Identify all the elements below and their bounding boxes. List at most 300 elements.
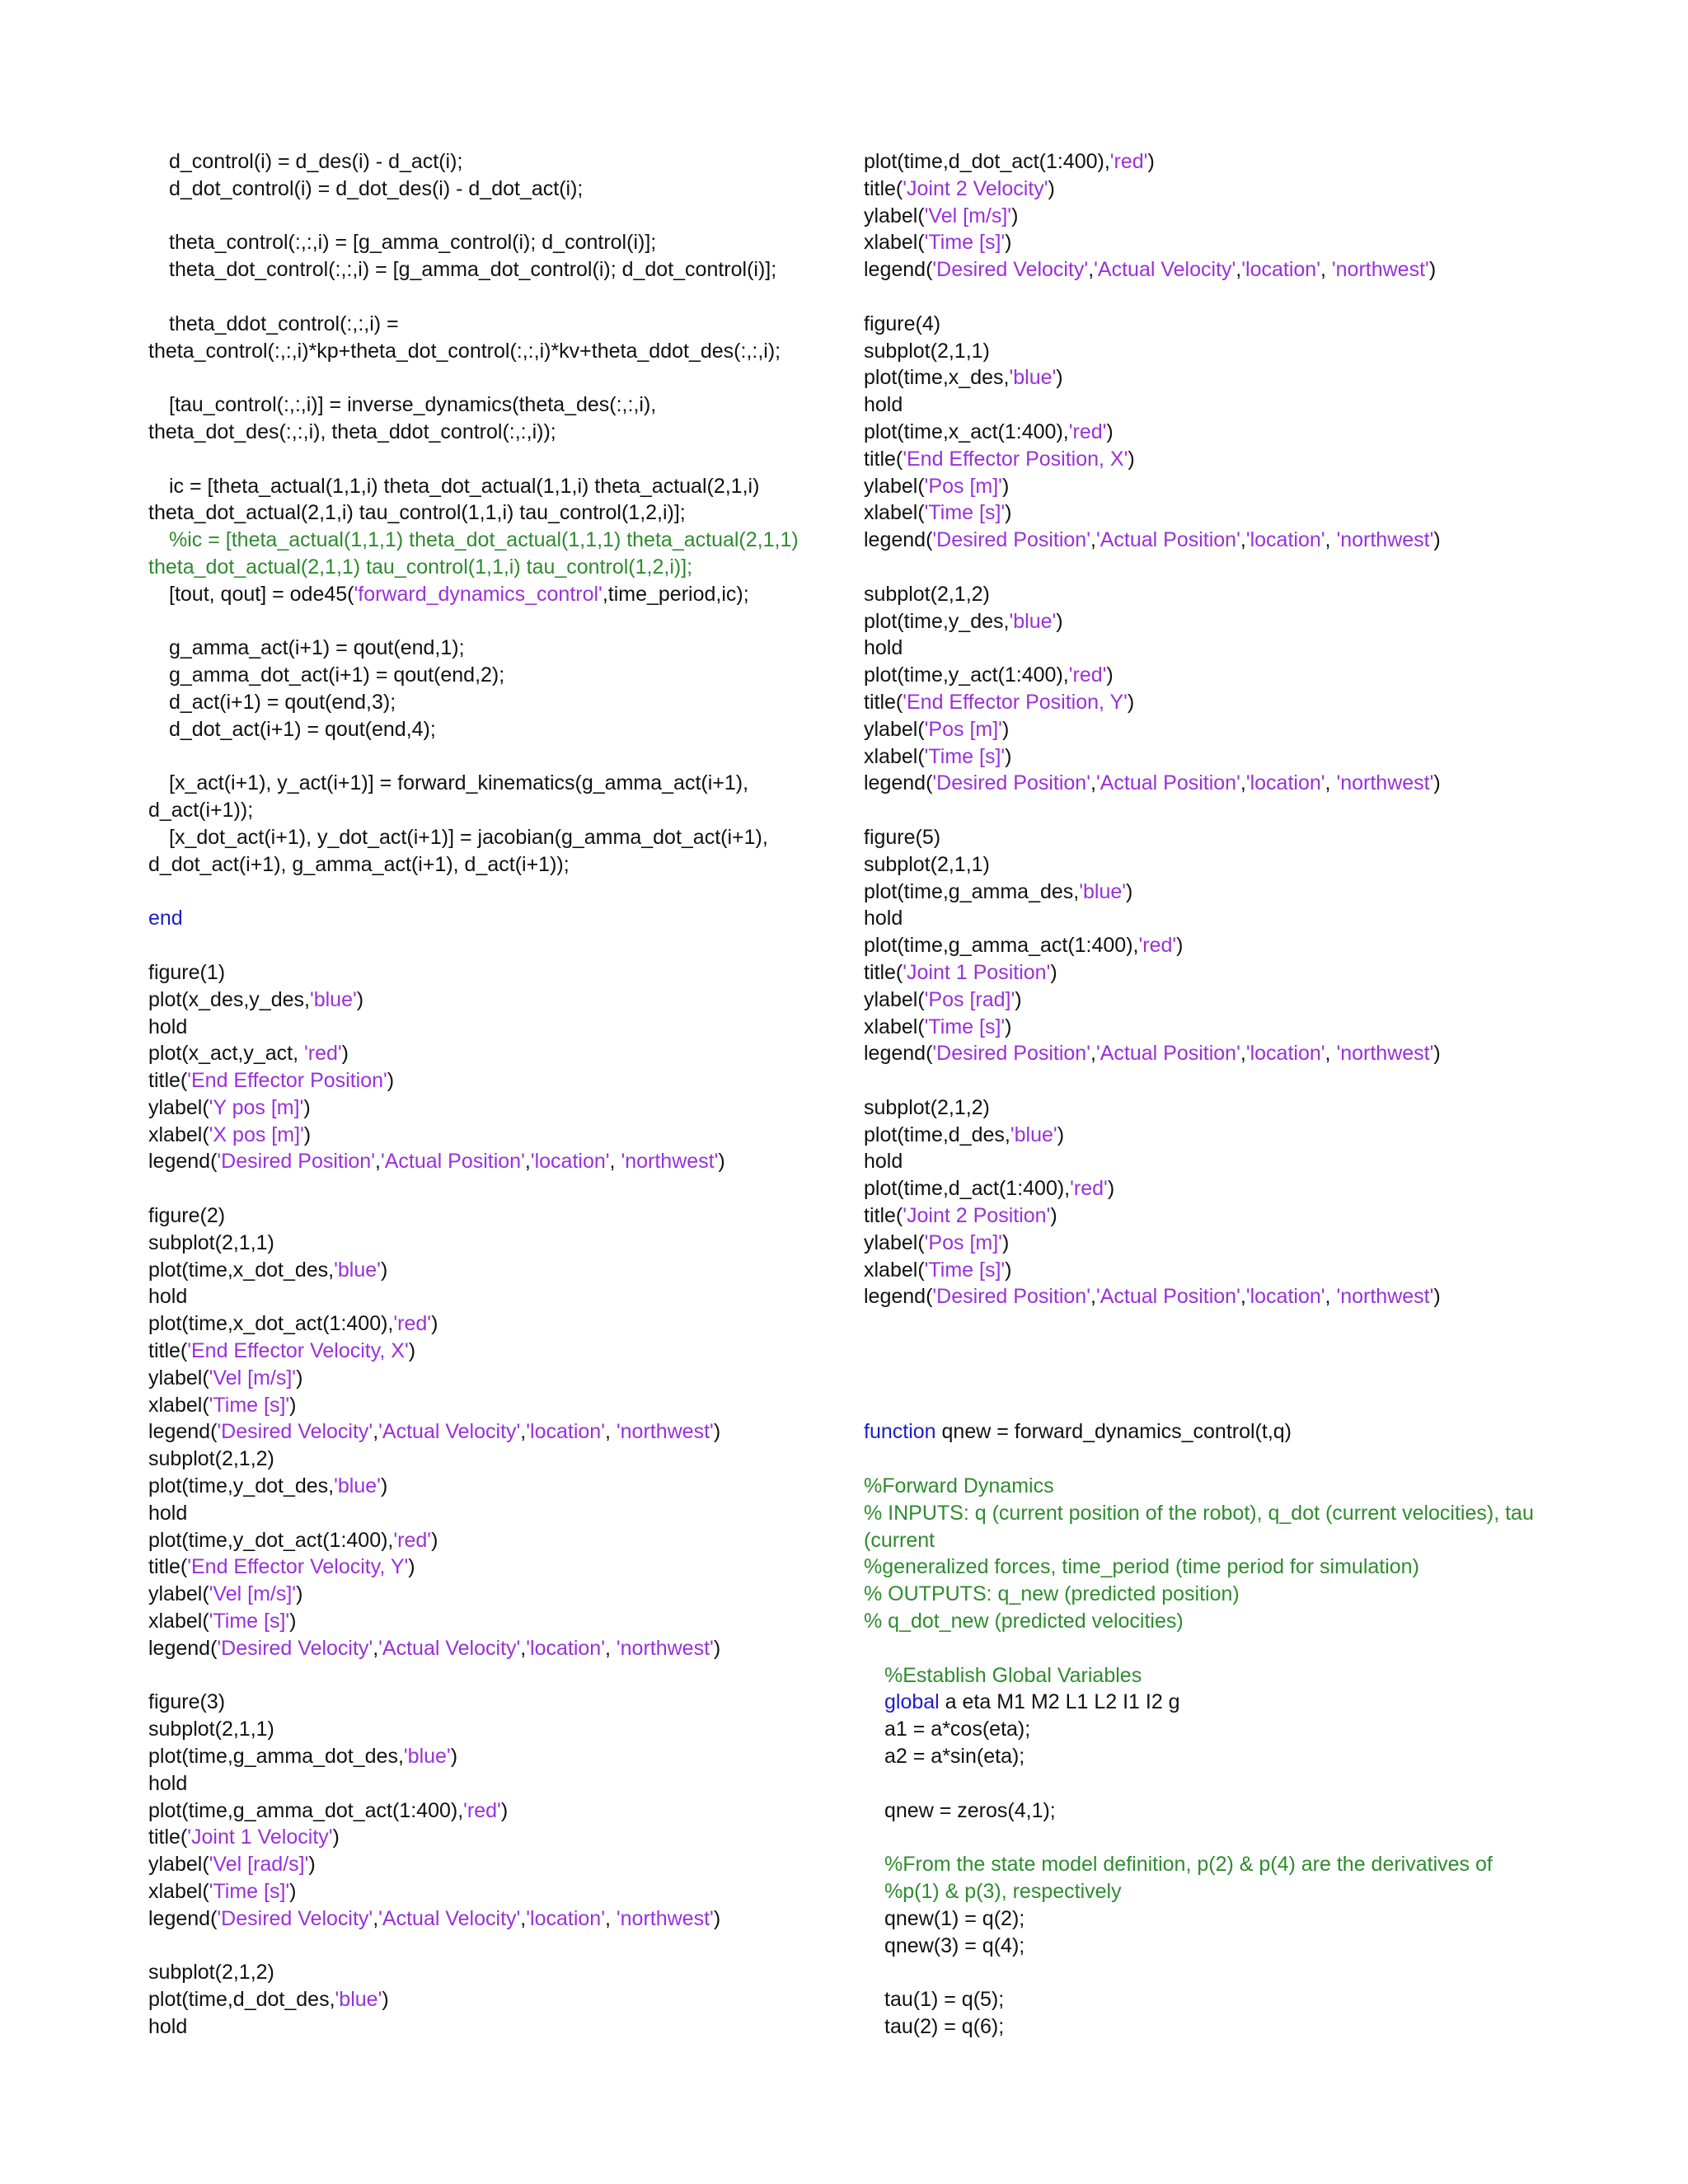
code-text: plot(time,y_dot_act(1:400), bbox=[148, 1528, 394, 1552]
code-text: qnew = zeros(4,1); bbox=[884, 1798, 1056, 1822]
code-string: 'Time [s]' bbox=[209, 1610, 290, 1633]
code-line bbox=[864, 364, 1589, 391]
code-string: 'northwest' bbox=[621, 1150, 719, 1174]
code-column-left bbox=[148, 148, 857, 2041]
code-comment: theta_dot_actual(2,1,1) tau_control(1,1,i) tau_control(1,2,i)]; bbox=[148, 555, 693, 579]
code-line bbox=[864, 446, 1589, 473]
code-string: 'Vel [m/s]' bbox=[924, 204, 1012, 227]
code-text: , bbox=[1320, 258, 1332, 282]
code-line bbox=[864, 1905, 1589, 1933]
code-text: a1 = a*cos(eta); bbox=[884, 1718, 1031, 1741]
code-text: ylabel( bbox=[148, 1095, 209, 1119]
code-string: 'Actual Position' bbox=[1095, 1042, 1240, 1066]
code-line bbox=[864, 1662, 1589, 1690]
code-text: theta_dot_control(:,:,i) = [g_amma_dot_control(i); d_dot_control(i)]; bbox=[169, 258, 777, 282]
code-line bbox=[148, 1959, 857, 1986]
code-line bbox=[864, 1283, 1589, 1310]
code-text: plot(time,x_dot_act(1:400), bbox=[148, 1312, 394, 1336]
code-text: , bbox=[1088, 258, 1095, 282]
code-string: 'Desired Velocity' bbox=[217, 1420, 373, 1444]
code-line bbox=[864, 1716, 1589, 1743]
code-text: ) bbox=[1107, 1177, 1115, 1201]
code-line bbox=[148, 1067, 857, 1094]
code-line bbox=[148, 1743, 857, 1770]
code-text: ) bbox=[1056, 366, 1063, 390]
code-line bbox=[148, 1230, 857, 1257]
code-text: [x_dot_act(i+1), y_dot_act(i+1)] = jacobian(g_amma_dot_act(i+1), bbox=[169, 825, 768, 849]
code-text: , bbox=[373, 1420, 379, 1444]
code-line bbox=[864, 284, 1589, 311]
code-text: hold bbox=[148, 1771, 188, 1795]
code-line bbox=[148, 1770, 857, 1797]
code-string: 'red' bbox=[393, 1312, 432, 1336]
code-text: tau(2) = q(6); bbox=[884, 2014, 1005, 2038]
code-text: plot(time,g_amma_dot_act(1:400), bbox=[148, 1798, 464, 1822]
code-comment: %Establish Global Variables bbox=[884, 1663, 1142, 1687]
code-text: ,time_period,ic); bbox=[602, 582, 749, 606]
code-line bbox=[864, 1527, 1589, 1554]
code-line bbox=[864, 905, 1589, 932]
code-comment: % OUTPUTS: q_new (predicted position) bbox=[864, 1582, 1240, 1606]
code-text: plot(time,d_des, bbox=[864, 1122, 1010, 1146]
code-text: ylabel( bbox=[864, 474, 925, 498]
code-line bbox=[864, 203, 1589, 230]
code-line bbox=[864, 473, 1589, 500]
code-text: , bbox=[1090, 1285, 1096, 1309]
code-text: subplot(2,1,1) bbox=[864, 852, 990, 876]
code-line bbox=[864, 1851, 1589, 1878]
code-string: 'Joint 2 Position' bbox=[903, 1204, 1051, 1228]
code-line bbox=[148, 932, 857, 959]
code-string: 'Actual Position' bbox=[380, 1150, 525, 1174]
code-text: ) bbox=[1106, 663, 1114, 687]
code-text: d_dot_act(i+1) = qout(end,4); bbox=[169, 717, 436, 741]
code-text: legend( bbox=[148, 1636, 218, 1660]
code-text: plot(time,d_dot_act(1:400), bbox=[864, 150, 1110, 173]
code-text: ) bbox=[1005, 1015, 1012, 1038]
code-text: ) bbox=[718, 1150, 725, 1174]
code-text: qnew(1) = q(2); bbox=[884, 1906, 1025, 1930]
code-text: ) bbox=[1433, 1042, 1441, 1066]
code-text: g_amma_dot_act(i+1) = qout(end,2); bbox=[169, 663, 505, 687]
code-string: 'Pos [rad]' bbox=[924, 987, 1015, 1011]
code-text: legend( bbox=[148, 1420, 218, 1444]
code-line bbox=[864, 499, 1589, 527]
code-line bbox=[864, 419, 1589, 446]
code-line bbox=[864, 743, 1589, 771]
code-text: g_amma_act(i+1) = qout(end,1); bbox=[169, 636, 465, 660]
code-string: 'blue' bbox=[334, 1474, 381, 1498]
code-keyword: global bbox=[884, 1690, 940, 1714]
code-line bbox=[864, 1310, 1589, 1338]
code-text: hold bbox=[148, 1501, 188, 1525]
code-string: 'location' bbox=[1245, 528, 1325, 552]
code-line bbox=[148, 284, 857, 311]
code-line bbox=[148, 148, 857, 176]
code-line bbox=[148, 1689, 857, 1716]
code-line bbox=[148, 1986, 857, 2013]
code-line bbox=[864, 1554, 1589, 1581]
code-text: figure(4) bbox=[864, 312, 941, 335]
code-line bbox=[148, 608, 857, 635]
code-line bbox=[864, 1094, 1589, 1122]
code-line bbox=[864, 1014, 1589, 1041]
code-text: subplot(2,1,2) bbox=[864, 582, 990, 606]
code-text: ) bbox=[713, 1636, 721, 1660]
code-line bbox=[148, 1392, 857, 1419]
code-text: , bbox=[1325, 1042, 1337, 1066]
code-line bbox=[864, 959, 1589, 987]
code-string: 'Desired Velocity' bbox=[217, 1906, 373, 1930]
code-text: ) bbox=[332, 1825, 340, 1849]
code-string: 'location' bbox=[526, 1636, 605, 1660]
code-line bbox=[864, 851, 1589, 879]
code-line bbox=[148, 446, 857, 473]
code-text: subplot(2,1,2) bbox=[148, 1961, 274, 1985]
code-text: plot(time,y_act(1:400), bbox=[864, 663, 1069, 687]
code-string: 'location' bbox=[1245, 1285, 1325, 1309]
code-text: ylabel( bbox=[148, 1853, 209, 1877]
code-line bbox=[864, 1797, 1589, 1825]
code-line bbox=[148, 391, 857, 419]
code-text: ) bbox=[1050, 960, 1057, 984]
code-text: xlabel( bbox=[148, 1122, 209, 1146]
code-line bbox=[148, 1824, 857, 1851]
code-line bbox=[864, 716, 1589, 743]
code-line bbox=[864, 662, 1589, 689]
code-text: legend( bbox=[864, 771, 933, 795]
code-string: 'Vel [m/s]' bbox=[209, 1366, 297, 1390]
code-line bbox=[148, 1797, 857, 1825]
code-string: 'Time [s]' bbox=[924, 231, 1006, 255]
code-string: 'location' bbox=[1245, 771, 1325, 795]
code-line bbox=[148, 581, 857, 608]
code-string: 'Actual Velocity' bbox=[378, 1420, 521, 1444]
code-line bbox=[864, 1148, 1589, 1175]
code-text: , bbox=[374, 1150, 381, 1174]
code-text: ) bbox=[1128, 447, 1135, 471]
code-string: 'location' bbox=[1241, 258, 1320, 282]
code-string: 'Time [s]' bbox=[924, 1258, 1006, 1282]
code-line bbox=[148, 879, 857, 906]
code-line bbox=[864, 311, 1589, 338]
code-string: 'Actual Velocity' bbox=[1094, 258, 1236, 282]
code-text: ) bbox=[356, 987, 364, 1011]
code-text: plot(x_act,y_act, bbox=[148, 1042, 304, 1066]
code-line bbox=[148, 743, 857, 771]
code-text: ) bbox=[296, 1366, 303, 1390]
code-comment: % INPUTS: q (current position of the robot), q_dot (current velocities), tau bbox=[864, 1501, 1534, 1525]
code-string: 'End Effector Velocity, Y' bbox=[187, 1555, 409, 1579]
code-string: 'red' bbox=[1138, 934, 1177, 958]
code-line bbox=[148, 987, 857, 1014]
code-text: ylabel( bbox=[148, 1582, 209, 1606]
code-line bbox=[864, 987, 1589, 1014]
code-string: 'blue' bbox=[309, 987, 357, 1011]
code-string: 'red' bbox=[463, 1798, 501, 1822]
code-text: figure(5) bbox=[864, 825, 941, 849]
code-line bbox=[864, 1581, 1589, 1608]
code-line bbox=[148, 2013, 857, 2041]
code-text: legend( bbox=[864, 528, 933, 552]
code-text: hold bbox=[864, 636, 903, 660]
code-string: 'red' bbox=[1068, 419, 1107, 443]
code-line bbox=[148, 1581, 857, 1608]
code-line bbox=[148, 662, 857, 689]
code-text: ) bbox=[303, 1095, 311, 1119]
code-text: ) bbox=[431, 1528, 438, 1552]
code-text: plot(time,g_amma_act(1:400), bbox=[864, 934, 1139, 958]
code-text: xlabel( bbox=[864, 744, 925, 768]
code-text: theta_ddot_control(:,:,i) = bbox=[169, 312, 399, 335]
code-line bbox=[864, 527, 1589, 554]
code-string: 'northwest' bbox=[1336, 528, 1434, 552]
code-line bbox=[148, 1365, 857, 1392]
code-text: plot(time,y_dot_des, bbox=[148, 1474, 335, 1498]
code-text: ) bbox=[1011, 204, 1019, 227]
code-line bbox=[864, 1608, 1589, 1635]
code-string: 'blue' bbox=[1079, 879, 1127, 903]
code-text: ylabel( bbox=[864, 1230, 925, 1254]
code-line bbox=[148, 1527, 857, 1554]
code-string: 'Pos [m]' bbox=[924, 1230, 1002, 1254]
code-text: qnew = forward_dynamics_control(t,q) bbox=[935, 1420, 1292, 1444]
code-column-right bbox=[864, 148, 1589, 2041]
code-text: hold bbox=[148, 1015, 188, 1038]
code-string: 'blue' bbox=[1010, 1122, 1057, 1146]
code-text: d_act(i+1) = qout(end,3); bbox=[169, 690, 396, 714]
code-text: , bbox=[520, 1636, 527, 1660]
code-text: plot(time,y_des, bbox=[864, 609, 1010, 633]
code-line bbox=[864, 1473, 1589, 1500]
code-line bbox=[864, 391, 1589, 419]
code-line bbox=[864, 256, 1589, 284]
code-text: xlabel( bbox=[148, 1393, 209, 1417]
code-text: , bbox=[604, 1636, 617, 1660]
code-line bbox=[864, 1689, 1589, 1716]
code-text: a2 = a*sin(eta); bbox=[884, 1745, 1025, 1769]
code-text: ) bbox=[303, 1122, 312, 1146]
code-text: title( bbox=[148, 1339, 188, 1363]
code-line bbox=[864, 1743, 1589, 1770]
code-line bbox=[148, 851, 857, 879]
code-line bbox=[864, 1202, 1589, 1230]
code-line bbox=[864, 581, 1589, 608]
code-line bbox=[148, 1122, 857, 1149]
code-string: 'location' bbox=[526, 1420, 605, 1444]
code-string: 'location' bbox=[530, 1150, 610, 1174]
code-line bbox=[148, 770, 857, 797]
code-line bbox=[148, 364, 857, 391]
code-line bbox=[148, 1878, 857, 1905]
code-text: ylabel( bbox=[148, 1366, 209, 1390]
code-string: 'Time [s]' bbox=[209, 1393, 290, 1417]
code-line bbox=[148, 1662, 857, 1690]
code-text: subplot(2,1,2) bbox=[864, 1095, 990, 1119]
code-string: 'Actual Position' bbox=[1095, 1285, 1240, 1309]
code-text: ) bbox=[1001, 1230, 1010, 1254]
code-text: legend( bbox=[148, 1150, 218, 1174]
code-text: , bbox=[1090, 1042, 1096, 1066]
code-text: plot(time,x_act(1:400), bbox=[864, 419, 1069, 443]
code-keyword: end bbox=[148, 907, 183, 930]
code-keyword: function bbox=[864, 1420, 936, 1444]
code-text: ) bbox=[1056, 609, 1063, 633]
code-text: ) bbox=[289, 1880, 297, 1903]
code-string: 'Actual Velocity' bbox=[378, 1906, 521, 1930]
code-comment: %generalized forces, time_period (time period for simulation) bbox=[864, 1555, 1419, 1579]
code-line bbox=[148, 338, 857, 365]
code-string: 'blue' bbox=[334, 1258, 381, 1282]
code-string: 'Pos [m]' bbox=[924, 474, 1002, 498]
code-string: 'Pos [m]' bbox=[924, 717, 1002, 741]
code-text: ) bbox=[1005, 231, 1012, 255]
code-string: 'northwest' bbox=[1336, 1285, 1434, 1309]
code-line bbox=[864, 824, 1589, 851]
code-text: hold bbox=[864, 907, 903, 930]
code-text: plot(x_des,y_des, bbox=[148, 987, 310, 1011]
code-string: 'northwest' bbox=[1331, 258, 1429, 282]
code-line bbox=[864, 2013, 1589, 2041]
code-line bbox=[864, 338, 1589, 365]
code-text: xlabel( bbox=[148, 1610, 209, 1633]
code-line bbox=[864, 1418, 1589, 1446]
code-string: 'red' bbox=[303, 1042, 342, 1066]
code-string: 'X pos [m]' bbox=[209, 1122, 304, 1146]
code-text: , bbox=[520, 1906, 527, 1930]
code-comment: %Forward Dynamics bbox=[864, 1474, 1054, 1498]
code-text: figure(2) bbox=[148, 1204, 226, 1228]
code-text: legend( bbox=[864, 1042, 933, 1066]
code-line bbox=[864, 1770, 1589, 1797]
code-text: ) bbox=[1428, 258, 1437, 282]
code-text: ic = [theta_actual(1,1,i) theta_dot_actual(1,1,i) theta_actual(2,1,i) bbox=[169, 474, 760, 498]
code-comment: (current bbox=[864, 1528, 935, 1552]
code-line bbox=[864, 1338, 1589, 1365]
code-text: plot(time,x_des, bbox=[864, 366, 1010, 390]
code-line bbox=[148, 1283, 857, 1310]
code-line bbox=[864, 635, 1589, 662]
code-line bbox=[864, 1824, 1589, 1851]
code-text: ) bbox=[1057, 1122, 1065, 1146]
code-string: 'Desired Position' bbox=[932, 1042, 1090, 1066]
code-string: 'northwest' bbox=[1336, 1042, 1434, 1066]
code-text: ) bbox=[1048, 176, 1055, 200]
code-text: , bbox=[1325, 771, 1337, 795]
code-text: title( bbox=[148, 1069, 188, 1093]
code-text: , bbox=[1240, 528, 1246, 552]
code-text: [tout, qout] = ode45( bbox=[169, 582, 354, 606]
code-line bbox=[864, 879, 1589, 906]
code-text: ) bbox=[1005, 1258, 1012, 1282]
code-string: 'Vel [m/s]' bbox=[209, 1582, 297, 1606]
code-string: 'Vel [rad/s]' bbox=[209, 1853, 309, 1877]
code-line bbox=[148, 1554, 857, 1581]
code-line bbox=[148, 797, 857, 824]
code-text: subplot(2,1,1) bbox=[148, 1230, 274, 1254]
code-text: , bbox=[1090, 528, 1096, 552]
code-string: 'red' bbox=[393, 1528, 432, 1552]
code-line bbox=[148, 689, 857, 716]
code-text: figure(1) bbox=[148, 960, 226, 984]
code-string: 'red' bbox=[1109, 150, 1148, 173]
code-text: [x_act(i+1), y_act(i+1)] = forward_kinematics(g_amma_act(i+1), bbox=[169, 771, 749, 795]
code-text: , bbox=[604, 1420, 617, 1444]
code-line bbox=[148, 1473, 857, 1500]
code-text: xlabel( bbox=[864, 231, 925, 255]
code-line bbox=[148, 1094, 857, 1122]
code-text: ) bbox=[1001, 717, 1010, 741]
code-line bbox=[148, 1608, 857, 1635]
code-line bbox=[148, 1175, 857, 1202]
code-text: ) bbox=[1433, 1285, 1441, 1309]
code-text: hold bbox=[864, 393, 903, 417]
code-text: , bbox=[604, 1906, 617, 1930]
code-text: qnew(3) = q(4); bbox=[884, 1933, 1025, 1957]
code-string: 'Y pos [m]' bbox=[209, 1095, 304, 1119]
code-string: 'Actual Position' bbox=[1095, 771, 1240, 795]
code-text: , bbox=[609, 1150, 621, 1174]
code-line bbox=[864, 229, 1589, 256]
code-string: 'Joint 1 Velocity' bbox=[187, 1825, 333, 1849]
code-text: ) bbox=[1433, 528, 1441, 552]
code-text: ylabel( bbox=[864, 987, 925, 1011]
code-string: 'northwest' bbox=[616, 1906, 714, 1930]
code-text: hold bbox=[148, 1285, 188, 1309]
code-text: ) bbox=[380, 1474, 388, 1498]
code-text: ) bbox=[308, 1853, 316, 1877]
code-text: title( bbox=[864, 960, 903, 984]
code-line bbox=[148, 1635, 857, 1662]
code-text: ) bbox=[1126, 879, 1133, 903]
code-comment: %ic = [theta_actual(1,1,1) theta_dot_actual(1,1,1) theta_actual(2,1,1) bbox=[169, 528, 799, 552]
code-text: d_dot_control(i) = d_dot_des(i) - d_dot_act(i); bbox=[169, 176, 584, 200]
code-text: ) bbox=[1001, 474, 1010, 498]
code-text: ) bbox=[408, 1339, 416, 1363]
code-string: 'location' bbox=[1245, 1042, 1325, 1066]
code-text: d_control(i) = d_des(i) - d_act(i); bbox=[169, 150, 463, 173]
code-text: ) bbox=[387, 1069, 395, 1093]
code-line bbox=[864, 1067, 1589, 1094]
code-line bbox=[148, 176, 857, 203]
code-string: 'blue' bbox=[403, 1745, 451, 1769]
code-text: , bbox=[1325, 1285, 1337, 1309]
code-string: 'location' bbox=[526, 1906, 605, 1930]
code-line bbox=[148, 1148, 857, 1175]
code-line bbox=[148, 1905, 857, 1933]
code-text: d_dot_act(i+1), g_amma_act(i+1), d_act(i+1)); bbox=[148, 852, 570, 876]
code-text: a eta M1 M2 L1 L2 I1 I2 g bbox=[939, 1690, 1180, 1714]
code-string: 'End Effector Position, Y' bbox=[903, 690, 1128, 714]
code-line bbox=[864, 1933, 1589, 1960]
code-text: ) bbox=[382, 1988, 389, 2012]
code-string: 'northwest' bbox=[1336, 771, 1434, 795]
code-line bbox=[148, 1418, 857, 1446]
code-text: plot(time,g_amma_des, bbox=[864, 879, 1080, 903]
code-string: 'Time [s]' bbox=[924, 501, 1006, 525]
code-line bbox=[148, 1500, 857, 1527]
code-line bbox=[148, 554, 857, 581]
code-text: xlabel( bbox=[864, 501, 925, 525]
code-string: 'blue' bbox=[1009, 366, 1057, 390]
code-text: ) bbox=[289, 1393, 297, 1417]
code-text: ) bbox=[500, 1798, 509, 1822]
code-line bbox=[864, 1257, 1589, 1284]
code-line bbox=[864, 1986, 1589, 2013]
code-line bbox=[864, 689, 1589, 716]
code-string: 'Desired Position' bbox=[932, 1285, 1090, 1309]
code-text: ) bbox=[408, 1555, 415, 1579]
